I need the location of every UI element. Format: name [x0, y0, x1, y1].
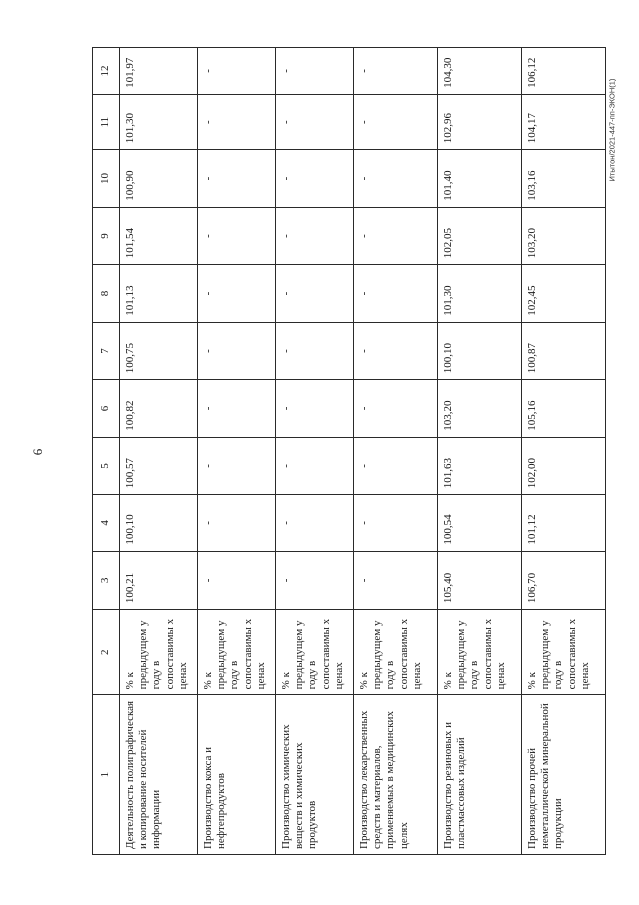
- value-cell-col-3: -: [354, 551, 438, 610]
- value-cell-col-8: -: [198, 265, 276, 322]
- value-cell-col-8: 101,13: [120, 265, 198, 322]
- value-cell-col-4: -: [354, 495, 438, 551]
- value-cell-col-3: 105,40: [438, 551, 522, 610]
- value-cell-col-7: -: [198, 322, 276, 379]
- value-cell-col-5: -: [354, 437, 438, 494]
- value-cell-col-11: -: [198, 94, 276, 149]
- column-header-10: 10: [93, 150, 120, 207]
- column-header-7: 7: [93, 322, 120, 379]
- value-cell-col-12: -: [198, 48, 276, 95]
- column-header-1: 1: [93, 695, 120, 855]
- table-row: [198, 48, 276, 855]
- value-cell-col-11: -: [276, 94, 354, 149]
- value-cell-col-7: -: [276, 322, 354, 379]
- unit-cell: % к предыдущем у году в сопоставимы х ценах: [120, 610, 198, 695]
- table-body: [120, 48, 606, 855]
- value-cell-col-10: -: [198, 150, 276, 207]
- value-cell-col-7: -: [354, 322, 438, 379]
- indicator-name-cell: Производство кокса и нефтепродуктов: [198, 695, 276, 855]
- value-cell-col-4: -: [198, 495, 276, 551]
- value-cell-col-9: -: [198, 207, 276, 264]
- value-cell-col-9: -: [354, 207, 438, 264]
- value-cell-col-3: -: [198, 551, 276, 610]
- value-cell-col-7: 100,87: [522, 322, 606, 379]
- column-header-8: 8: [93, 265, 120, 322]
- column-header-5: 5: [93, 437, 120, 494]
- column-header-9: 9: [93, 207, 120, 264]
- table-header-row: [93, 48, 120, 855]
- value-cell-col-8: 102,45: [522, 265, 606, 322]
- value-cell-col-4: 100,10: [120, 495, 198, 551]
- unit-cell: % к предыдущем у году в сопоставимы х ценах: [354, 610, 438, 695]
- table-row: [522, 48, 606, 855]
- value-cell-col-5: 102,00: [522, 437, 606, 494]
- value-cell-col-8: -: [354, 265, 438, 322]
- value-cell-col-10: 103,16: [522, 150, 606, 207]
- indicator-name-cell: Производство химических веществ и химических продуктов: [276, 695, 354, 855]
- value-cell-col-5: -: [198, 437, 276, 494]
- value-cell-col-10: -: [276, 150, 354, 207]
- indicator-name-cell: Производство резиновых и пластмассовых изделий: [438, 695, 522, 855]
- unit-cell: % к предыдущем у году в сопоставимы х ценах: [522, 610, 606, 695]
- unit-cell: % к предыдущем у году в сопоставимы х ценах: [198, 610, 276, 695]
- value-cell-col-5: -: [276, 437, 354, 494]
- column-header-3: 3: [93, 551, 120, 610]
- indicator-name-cell: Производство прочей неметаллической минеральной продукции: [522, 695, 606, 855]
- value-cell-col-9: 102,05: [438, 207, 522, 264]
- value-cell-col-10: 101,40: [438, 150, 522, 207]
- value-cell-col-9: -: [276, 207, 354, 264]
- column-header-2: 2: [93, 610, 120, 695]
- indicators-table: [92, 47, 606, 855]
- value-cell-col-9: 103,20: [522, 207, 606, 264]
- value-cell-col-12: 106,12: [522, 48, 606, 95]
- value-cell-col-12: 104,30: [438, 48, 522, 95]
- value-cell-col-8: -: [276, 265, 354, 322]
- value-cell-col-9: 101,54: [120, 207, 198, 264]
- value-cell-col-3: -: [276, 551, 354, 610]
- value-cell-col-12: -: [276, 48, 354, 95]
- value-cell-col-4: 101,12: [522, 495, 606, 551]
- value-cell-col-6: -: [354, 380, 438, 437]
- value-cell-col-6: 105,16: [522, 380, 606, 437]
- table-row: [354, 48, 438, 855]
- value-cell-col-6: 103,20: [438, 380, 522, 437]
- unit-cell: % к предыдущем у году в сопоставимы х ценах: [276, 610, 354, 695]
- value-cell-col-10: 100,90: [120, 150, 198, 207]
- value-cell-col-11: -: [354, 94, 438, 149]
- indicator-name-cell: Производство лекарственных средств и материалов, применяемых в медицинских целях: [354, 695, 438, 855]
- value-cell-col-5: 101,63: [438, 437, 522, 494]
- value-cell-col-3: 106,70: [522, 551, 606, 610]
- value-cell-col-4: -: [276, 495, 354, 551]
- value-cell-col-6: -: [276, 380, 354, 437]
- value-cell-col-12: -: [354, 48, 438, 95]
- unit-cell: % к предыдущем у году в сопоставимы х ценах: [438, 610, 522, 695]
- value-cell-col-11: 104,17: [522, 94, 606, 149]
- value-cell-col-3: 100,21: [120, 551, 198, 610]
- table-row: [120, 48, 198, 855]
- column-header-12: 12: [93, 48, 120, 95]
- value-cell-col-10: -: [354, 150, 438, 207]
- value-cell-col-11: 101,30: [120, 94, 198, 149]
- rotated-table-container: [92, 47, 592, 855]
- value-cell-col-8: 101,30: [438, 265, 522, 322]
- column-header-4: 4: [93, 495, 120, 551]
- value-cell-col-12: 101,97: [120, 48, 198, 95]
- value-cell-col-11: 102,96: [438, 94, 522, 149]
- table-row: [276, 48, 354, 855]
- value-cell-col-7: 100,75: [120, 322, 198, 379]
- document-id: Итытон/2021-447-пп-ЭКОН(1): [607, 78, 617, 182]
- column-header-6: 6: [93, 380, 120, 437]
- indicator-name-cell: Деятельность полиграфическая и копирование носителей информации: [120, 695, 198, 855]
- table-row: [438, 48, 522, 855]
- value-cell-col-5: 100,57: [120, 437, 198, 494]
- value-cell-col-4: 100,54: [438, 495, 522, 551]
- value-cell-col-6: 100,82: [120, 380, 198, 437]
- value-cell-col-7: 100,10: [438, 322, 522, 379]
- page-number: 6: [30, 448, 45, 456]
- value-cell-col-6: -: [198, 380, 276, 437]
- column-header-11: 11: [93, 94, 120, 149]
